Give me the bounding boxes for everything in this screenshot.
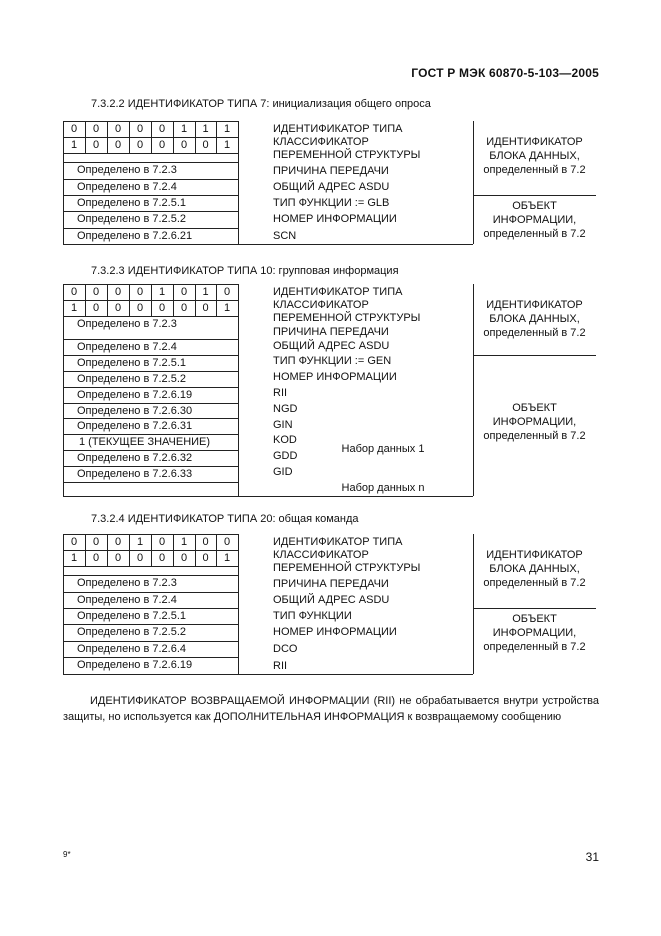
bit-cell: 0 [114,552,122,564]
bit-cell: 0 [158,302,166,314]
field-label: DCO [273,643,298,655]
table-type7 [63,121,596,244]
table-rule [238,534,239,674]
table-rule [63,450,238,451]
sheet-mark: 9* [63,850,71,859]
field-label: ОБЩИЙ АДРЕС ASDU [273,594,390,606]
bit-cell: 1 [223,123,231,135]
table-rule [63,387,238,388]
bit-cell: 1 [70,302,78,314]
table-rule [151,284,152,316]
row-definition: Определено в 7.2.6.33 [77,468,193,480]
bit-cell: 0 [158,123,166,135]
table-rule [63,316,238,317]
bit-cell: 0 [136,286,144,298]
field-label: SCN [273,230,297,242]
field-label: ОБЩИЙ АДРЕС ASDU [273,340,390,352]
row-definition: Определено в 7.2.6.4 [77,643,187,655]
group-info-object: ИНФОРМАЦИИ, [492,416,577,428]
field-label: ПЕРЕМЕННОЙ СТРУКТУРЫ [273,562,421,574]
bit-cell: 0 [70,536,78,548]
group-info-object: ИНФОРМАЦИИ, [492,214,577,226]
group-info-object: определенный в 7.2 [483,228,586,240]
bit-cell: 0 [92,286,100,298]
table-rule [238,121,239,244]
field-label: GID [273,466,293,478]
table-rule [107,121,108,153]
bit-cell: 0 [158,552,166,564]
field-label: GIN [273,419,293,431]
group-info-object: определенный в 7.2 [483,641,586,653]
group-data-unit-id: определенный в 7.2 [483,577,586,589]
group-info-object: ИНФОРМАЦИИ, [492,627,577,639]
table-rule [85,121,86,153]
table-rule [129,534,130,566]
row-definition: Определено в 7.2.4 [77,594,177,606]
row-definition: Определено в 7.2.3 [77,164,177,176]
bit-cell: 0 [92,123,100,135]
section-caption-type20: 7.3.2.4 ИДЕНТИФИКАТОР ТИПА 20: общая команда [91,513,359,525]
bit-cell: 1 [202,286,209,298]
bit-cell: 0 [136,552,144,564]
table-rule [63,121,64,244]
table-rule [85,284,86,316]
table-rule [63,657,238,658]
field-label: ТИП ФУНКЦИИ [273,610,352,622]
field-label: RII [273,660,288,672]
bit-cell: 0 [223,286,231,298]
row-definition: Определено в 7.2.6.30 [77,405,193,417]
row-definition: Определено в 7.2.6.21 [77,230,193,242]
field-label: NGD [273,403,298,415]
bit-cell: 1 [180,123,188,135]
table-rule [63,371,238,372]
table-rule [63,566,238,567]
table-rule [151,121,152,153]
group-info-object: определенный в 7.2 [483,430,586,442]
bit-cell: 1 [158,286,166,298]
group-data-unit-id: БЛОКА ДАННЫХ, [489,313,580,325]
field-label: ПЕРЕМЕННОЙ СТРУКТУРЫ [273,312,421,324]
table-rule [195,121,196,153]
row-definition: Определено в 7.2.6.19 [77,389,193,401]
bit-cell: 0 [223,536,231,548]
bit-cell: 1 [70,552,78,564]
bit-cell: 0 [202,302,209,314]
table-rule [195,284,196,316]
bit-cell: 0 [136,123,144,135]
group-info-object: ОБЪЕКТ [512,200,557,212]
table-rule [195,534,196,566]
table-type10 [63,284,596,496]
field-label: ИДЕНТИФИКАТОР ТИПА [273,286,403,298]
table-rule [85,534,86,566]
bit-cell: 0 [114,286,122,298]
bit-cell: 1 [223,302,231,314]
field-label: ПРИЧИНА ПЕРЕДАЧИ [273,578,389,590]
field-label: КЛАССИФИКАТОР [273,136,369,148]
table-rule [129,284,130,316]
section-caption-type10: 7.3.2.3 ИДЕНТИФИКАТОР ТИПА 10: групповая информация [91,265,399,277]
bit-cell: 0 [114,123,122,135]
bit-cell: 1 [223,552,231,564]
table-rule [63,211,238,212]
bit-cell: 1 [136,536,144,548]
table-rule [473,534,474,674]
table-rule [107,534,108,566]
table-rule [63,608,238,609]
bit-cell: 0 [92,302,100,314]
bit-cell: 0 [70,286,78,298]
row-definition: Определено в 7.2.6.32 [77,452,193,464]
bit-cell: 0 [114,536,122,548]
bit-cell: 1 [223,139,231,151]
table-rule [238,284,239,496]
table-rule [63,674,473,675]
bit-cell: 0 [136,302,144,314]
field-label: НОМЕР ИНФОРМАЦИИ [273,213,397,225]
table-rule [216,534,217,566]
table-rule [63,641,238,642]
table-rule [63,466,238,467]
table-rule [63,624,238,625]
table-rule [63,244,473,245]
bit-cell: 1 [202,123,209,135]
table-rule [63,195,238,196]
table-rule [473,284,474,496]
group-info-object: ОБЪЕКТ [512,613,557,625]
section-caption-type7: 7.3.2.2 ИДЕНТИФИКАТОР ТИПА 7: инициализация общего опроса [91,98,431,110]
table-rule [63,153,238,154]
table-rule [216,121,217,153]
field-label: ИДЕНТИФИКАТОР ТИПА [273,536,403,548]
table-rule [63,592,238,593]
bit-cell: 0 [158,536,166,548]
row-definition: Определено в 7.2.5.2 [77,373,187,385]
field-label: RII [273,387,288,399]
bit-cell: 0 [92,552,100,564]
group-data-unit-id: определенный в 7.2 [483,327,586,339]
table-rule [129,121,130,153]
group-data-unit-id: ИДЕНТИФИКАТОР [486,136,583,148]
row-definition: Определено в 7.2.3 [77,577,177,589]
document-header: ГОСТ Р МЭК 60870-5-103—2005 [411,66,599,80]
bit-cell: 0 [92,139,100,151]
row-definition: Определено в 7.2.5.2 [77,626,187,638]
bit-cell: 0 [136,139,144,151]
table-rule [473,195,596,196]
rii-note: ИДЕНТИФИКАТОР ВОЗВРАЩАЕМОЙ ИНФОРМАЦИИ (RII) не обрабатывается внутри устройства защиты, но используется как ДОПОЛНИТЕЛЬНАЯ ИНФОРМАЦИЯ к возвращаемому сообщению [63,695,599,723]
table-rule [63,162,238,163]
field-label: ПРИЧИНА ПЕРЕДАЧИ [273,326,389,338]
table-rule [63,534,64,674]
field-label: ОБЩИЙ АДРЕС ASDU [273,181,390,193]
row-definition: 1 (ТЕКУЩЕЕ ЗНАЧЕНИЕ) [79,436,211,448]
table-rule [173,534,174,566]
table-rule [63,339,238,340]
field-label: НОМЕР ИНФОРМАЦИИ [273,626,397,638]
bit-cell: 0 [180,552,188,564]
bit-cell: 0 [114,139,122,151]
bit-cell: 0 [180,139,188,151]
field-label: ТИП ФУНКЦИИ := GLB [273,197,390,209]
table-rule [151,534,152,566]
field-label: ПЕРЕМЕННОЙ СТРУКТУРЫ [273,149,421,161]
table-rule [473,608,596,609]
field-label: КЛАССИФИКАТОР [273,549,369,561]
bit-cell: 0 [202,536,209,548]
bit-cell: 1 [70,139,78,151]
field-label: ТИП ФУНКЦИИ := GEN [273,355,392,367]
field-label: НОМЕР ИНФОРМАЦИИ [273,371,397,383]
table-rule [63,496,473,497]
bit-cell: 0 [158,139,166,151]
table-rule [63,355,238,356]
group-data-unit-id: определенный в 7.2 [483,164,586,176]
group-data-unit-id: БЛОКА ДАННЫХ, [489,150,580,162]
row-definition: Определено в 7.2.5.2 [77,213,187,225]
dataset-1-label: Набор данных 1 [341,443,425,455]
table-rule [173,121,174,153]
dataset-n-label: Набор данных n [341,482,425,494]
field-label: КЛАССИФИКАТОР [273,299,369,311]
field-label: ПРИЧИНА ПЕРЕДАЧИ [273,165,389,177]
bit-cell: 0 [92,536,100,548]
table-rule [63,179,238,180]
table-rule [63,434,238,435]
field-label: GDD [273,450,298,462]
group-data-unit-id: ИДЕНТИФИКАТОР [486,549,583,561]
group-data-unit-id: БЛОКА ДАННЫХ, [489,563,580,575]
row-definition: Определено в 7.2.6.31 [77,420,193,432]
table-rule [63,575,238,576]
table-rule [63,482,238,483]
table-type20 [63,534,596,674]
field-label: KOD [273,434,297,446]
row-definition: Определено в 7.2.5.1 [77,610,187,622]
bit-cell: 0 [70,123,78,135]
group-info-object: ОБЪЕКТ [512,402,557,414]
bit-cell: 0 [202,552,209,564]
table-rule [216,284,217,316]
table-rule [63,228,238,229]
group-data-unit-id: ИДЕНТИФИКАТОР [486,299,583,311]
row-definition: Определено в 7.2.5.1 [77,357,187,369]
table-rule [63,418,238,419]
row-definition: Определено в 7.2.4 [77,181,177,193]
bit-cell: 0 [180,302,188,314]
bit-cell: 0 [202,139,209,151]
row-definition: Определено в 7.2.4 [77,341,177,353]
bit-cell: 0 [180,286,188,298]
page-number: 31 [585,850,599,864]
table-rule [173,284,174,316]
row-definition: Определено в 7.2.5.1 [77,197,187,209]
table-rule [473,121,474,244]
row-definition: Определено в 7.2.6.19 [77,659,193,671]
table-rule [473,355,596,356]
table-rule [63,403,238,404]
field-label: ИДЕНТИФИКАТОР ТИПА [273,123,403,135]
bit-cell: 0 [114,302,122,314]
row-definition: Определено в 7.2.3 [77,318,177,330]
table-rule [107,284,108,316]
bit-cell: 1 [180,536,188,548]
